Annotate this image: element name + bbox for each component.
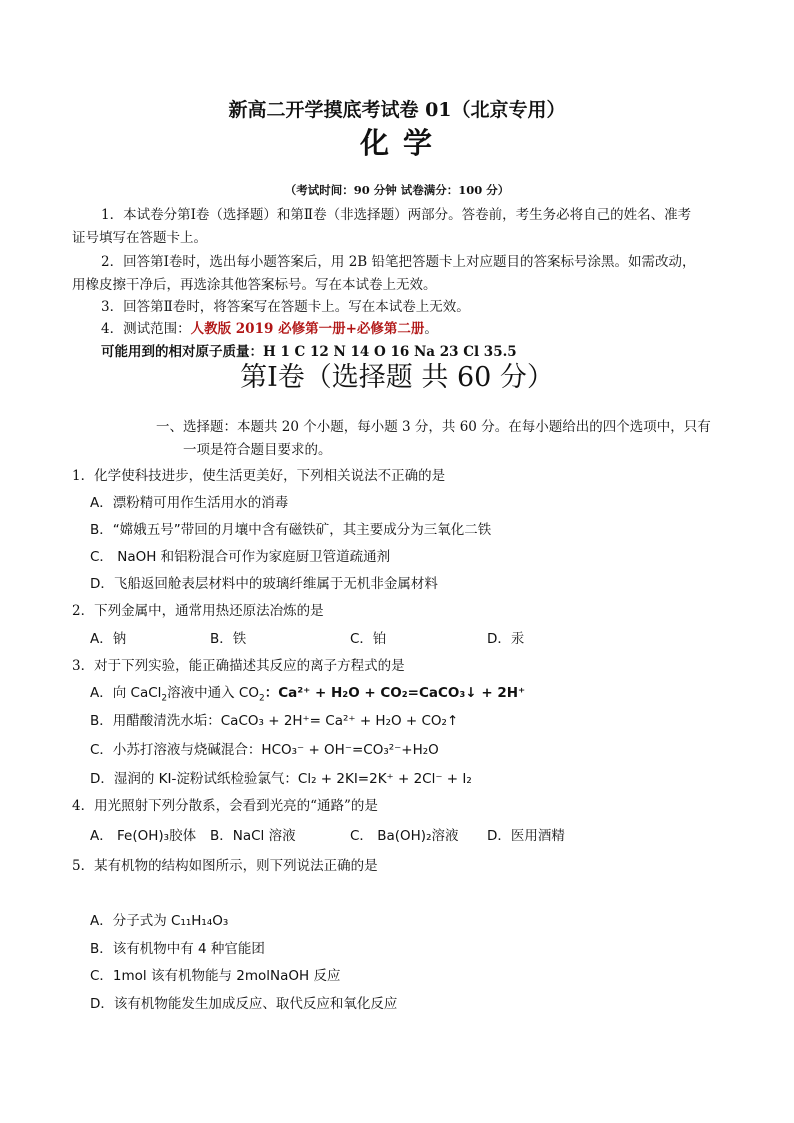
section-title: 第Ⅰ卷（选择题 共 60 分） — [240, 362, 554, 393]
q4-option-a: A． Fe(OH)₃胶体 — [90, 828, 197, 844]
q2-stem: 2．下列金属中，通常用热还原法冶炼的是 — [72, 603, 324, 619]
q5-option-d: D．该有机物能发生加成反应、取代反应和氧化反应 — [90, 996, 398, 1012]
q1-option-b: B．“嫦娥五号”带回的月壤中含有磁铁矿，其主要成分为三氧化二铁 — [90, 522, 492, 538]
q5-option-a: A．分子式为 C₁₁H₁₄O₃ — [90, 913, 229, 929]
q2-option-d: D．汞 — [487, 631, 525, 647]
instruction-1a: 1．本试卷分第Ⅰ卷（选择题）和第Ⅱ卷（非选择题）两部分。答卷前，考生务必将自己的姓名、准考 — [101, 207, 692, 223]
q1-stem: 1．化学使科技进步，使生活更美好，下列相关说法不正确的是 — [72, 468, 446, 484]
q3-a-label: A．向 CaCl — [90, 685, 162, 701]
q5-option-b: B．该有机物中有 4 种官能团 — [90, 941, 265, 957]
section-note-a: 一、选择题：本题共 20 个小题，每小题 3 分，共 60 分。在每小题给出的四个选项中，只有 — [156, 419, 711, 435]
q3-a-equation: ：Ca²⁺ + H₂O + CO₂=CaCO₃↓ + 2H⁺ — [264, 685, 526, 701]
atomic-masses: 可能用到的相对原子质量：H 1 C 12 N 14 O 16 Na 23 Cl 35.5 — [101, 344, 517, 360]
q3-option-d: D．湿润的 KI-淀粉试纸检验氯气：Cl₂ + 2KI=2K⁺ + 2Cl⁻ + I₂ — [90, 771, 472, 787]
test-scope: 人教版 2019 必修第一册+必修第二册 — [190, 321, 425, 337]
q3-option-a: A．向 CaCl$_2$溶液中通入 $CO_2$：Ca²⁺ + H₂O + CO₂=CaCO₃↓ + 2H⁺ — [90, 685, 526, 704]
q4-stem: 4．用光照射下列分散系，会看到光亮的“通路”的是 — [72, 798, 378, 814]
q3-stem: 3．对于下列实验，能正确描述其反应的离子方程式的是 — [72, 658, 405, 674]
instruction-2a: 2．回答第Ⅰ卷时，选出每小题答案后，用 2B 铅笔把答题卡上对应题目的答案标号涂黑。如需改动， — [101, 254, 696, 270]
q5-option-c: C．1mol 该有机物能与 2molNaOH 反应 — [90, 968, 341, 984]
q3-option-c: C．小苏打溶液与烧碱混合：HCO₃⁻ + OH⁻=CO₃²⁻+H₂O — [90, 742, 439, 758]
instruction-1b: 证号填写在答题卡上。 — [72, 230, 207, 246]
q4-option-b: B．NaCl 溶液 — [210, 828, 296, 844]
q1-option-c: C． NaOH 和铝粉混合可作为家庭厨卫管道疏通剂 — [90, 549, 391, 565]
q1-option-d: D．飞船返回舱表层材料中的玻璃纤维属于无机非金属材料 — [90, 576, 438, 592]
instruction-4 — [101, 320, 438, 338]
instruction-4-prefix: 4．测试范围： — [101, 321, 191, 337]
q5-stem: 5．某有机物的结构如图所示，则下列说法正确的是 — [72, 858, 378, 874]
q3-option-b: B．用醋酸清洗水垢：CaCO₃ + 2H⁺= Ca²⁺ + H₂O + CO₂↑ — [90, 713, 459, 729]
instruction-3: 3．回答第Ⅱ卷时，将答案写在答题卡上。写在本试卷上无效。 — [101, 299, 470, 315]
instruction-2b: 用橡皮擦干净后，再选涂其他答案标号。写在本试卷上无效。 — [72, 277, 437, 293]
q3-a-mid: 溶液中通入 CO — [167, 685, 259, 701]
instruction-4-suffix: 。 — [424, 321, 438, 337]
subject-title: 化 学 — [359, 126, 435, 160]
q4-option-d: D．医用酒精 — [487, 828, 565, 844]
q2-option-a: A．钠 — [90, 631, 127, 647]
q1-option-a: A．漂粉精可用作生活用水的消毒 — [90, 495, 289, 511]
section-note-b: 一项是符合题目要求的。 — [183, 442, 332, 458]
exam-title: 新高二开学摸底考试卷 01（北京专用） — [228, 99, 566, 121]
q2-option-b: B．铁 — [210, 631, 247, 647]
exam-meta: （考试时间：90 分钟 试卷满分：100 分） — [284, 183, 510, 197]
q4-option-c: C． Ba(OH)₂溶液 — [350, 828, 459, 844]
q2-option-c: C．铂 — [350, 631, 387, 647]
